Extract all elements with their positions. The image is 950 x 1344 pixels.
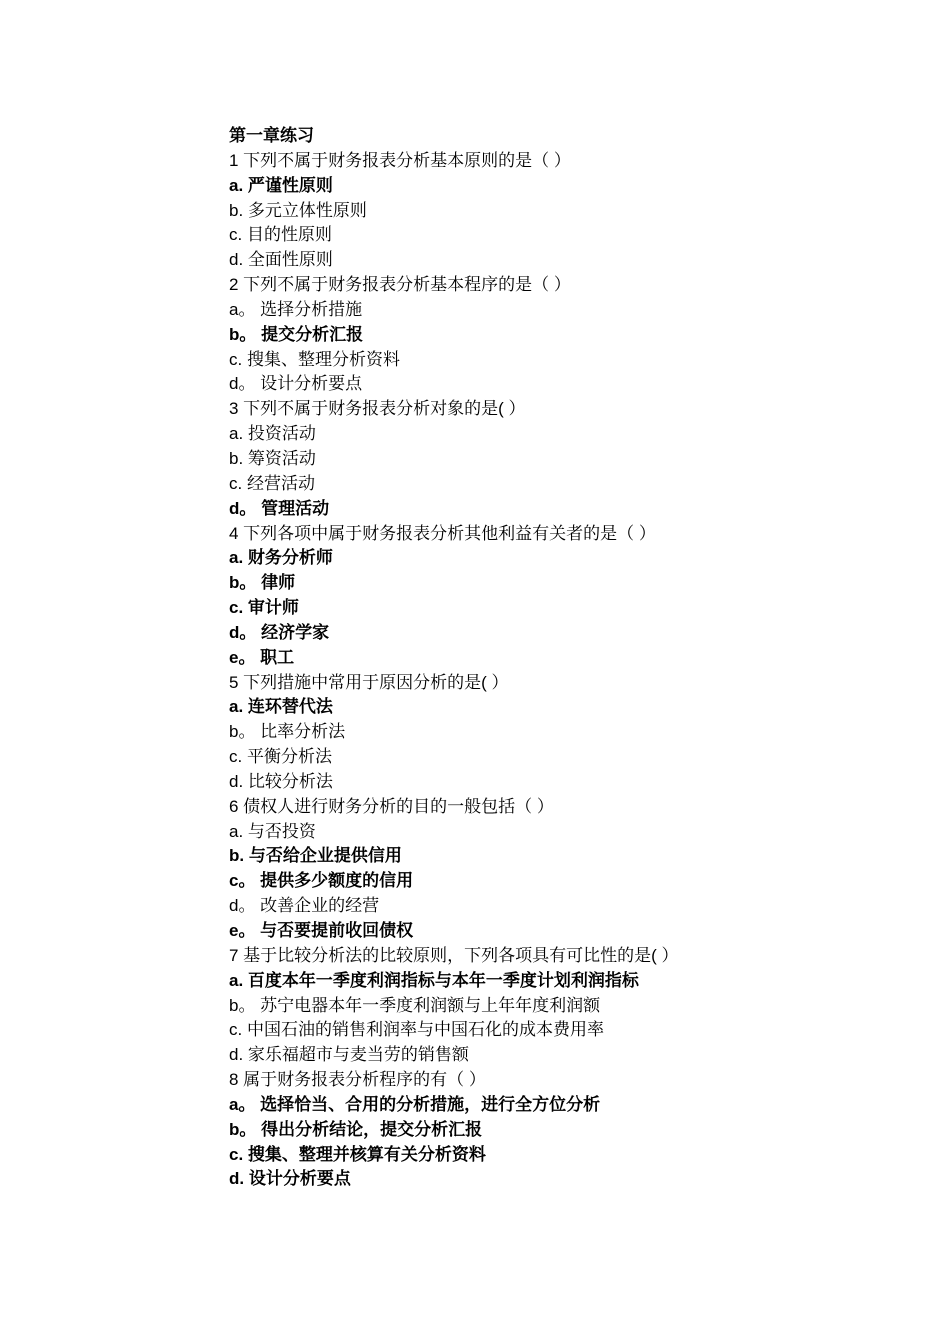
option-line: b. 多元立体性原则 <box>229 200 367 220</box>
option-line: e。 职工 <box>229 647 295 667</box>
option-line: a. 百度本年一季度利润指标与本年一季度计划利润指标 <box>229 970 639 990</box>
exercise-content <box>229 124 749 1192</box>
option-line: b。 得出分析结论，提交分析汇报 <box>229 1119 483 1139</box>
option-line: c. 搜集、整理并核算有关分析资料 <box>229 1144 486 1164</box>
option-line: d. 设计分析要点 <box>229 1169 351 1189</box>
option-line: b。 提交分析汇报 <box>229 324 364 344</box>
option-line: d. 家乐福超市与麦当劳的销售额 <box>229 1045 469 1065</box>
option-line: d. 全面性原则 <box>229 250 333 270</box>
option-line: b。 苏宁电器本年一季度利润额与上年年度利润额 <box>229 995 601 1015</box>
option-line: b。 比率分析法 <box>229 722 346 742</box>
option-line: a。 选择分析措施 <box>229 299 363 319</box>
question-line: 8 属于财务报表分析程序的有（ ） <box>229 1070 486 1090</box>
question-line: 1 下列不属于财务报表分析基本原则的是（ ） <box>229 150 571 170</box>
option-line: a. 严谨性原则 <box>229 175 333 195</box>
option-line: a. 连环替代法 <box>229 697 333 717</box>
question-line: 3 下列不属于财务报表分析对象的是( ） <box>229 399 526 419</box>
option-line: d。 经济学家 <box>229 622 330 642</box>
option-line: e。 与否要提前收回债权 <box>229 921 414 940</box>
question-line: 2 下列不属于财务报表分析基本程序的是（ ） <box>229 275 571 295</box>
question-line: 6 债权人进行财务分析的目的一般包括（ ） <box>229 796 554 816</box>
option-line: b. 筹资活动 <box>229 448 316 468</box>
option-line: c. 目的性原则 <box>229 225 332 245</box>
option-line: b。 律师 <box>229 573 296 593</box>
question-line: 5 下列措施中常用于原因分析的是( ） <box>229 672 509 692</box>
question-line: 7 基于比较分析法的比较原则，下列各项具有可比性的是( ） <box>229 945 679 965</box>
option-line: a. 财务分析师 <box>229 548 333 568</box>
option-line: a. 与否投资 <box>229 821 316 841</box>
option-line: c. 中国石油的销售利润率与中国石化的成本费用率 <box>229 1020 604 1040</box>
option-line: a. 投资活动 <box>229 424 316 444</box>
option-line: d. 比较分析法 <box>229 771 333 791</box>
option-line: c. 搜集、整理分析资料 <box>229 349 400 369</box>
option-line: c. 经营活动 <box>229 473 315 493</box>
question-line: 4 下列各项中属于财务报表分析其他利益有关者的是（ ） <box>229 523 656 543</box>
option-line: d。 管理活动 <box>229 498 330 518</box>
option-line: d。 设计分析要点 <box>229 374 363 394</box>
option-line: c。 提供多少额度的信用 <box>229 871 414 891</box>
chapter-title: 第一章练习 <box>229 126 314 145</box>
option-line: a。 选择恰当、合用的分析措施，进行全方位分析 <box>229 1094 601 1114</box>
option-line: b. 与否给企业提供信用 <box>229 846 402 866</box>
option-line: c. 审计师 <box>229 598 299 618</box>
option-line: c. 平衡分析法 <box>229 747 332 767</box>
option-line: d。 改善企业的经营 <box>229 896 380 916</box>
